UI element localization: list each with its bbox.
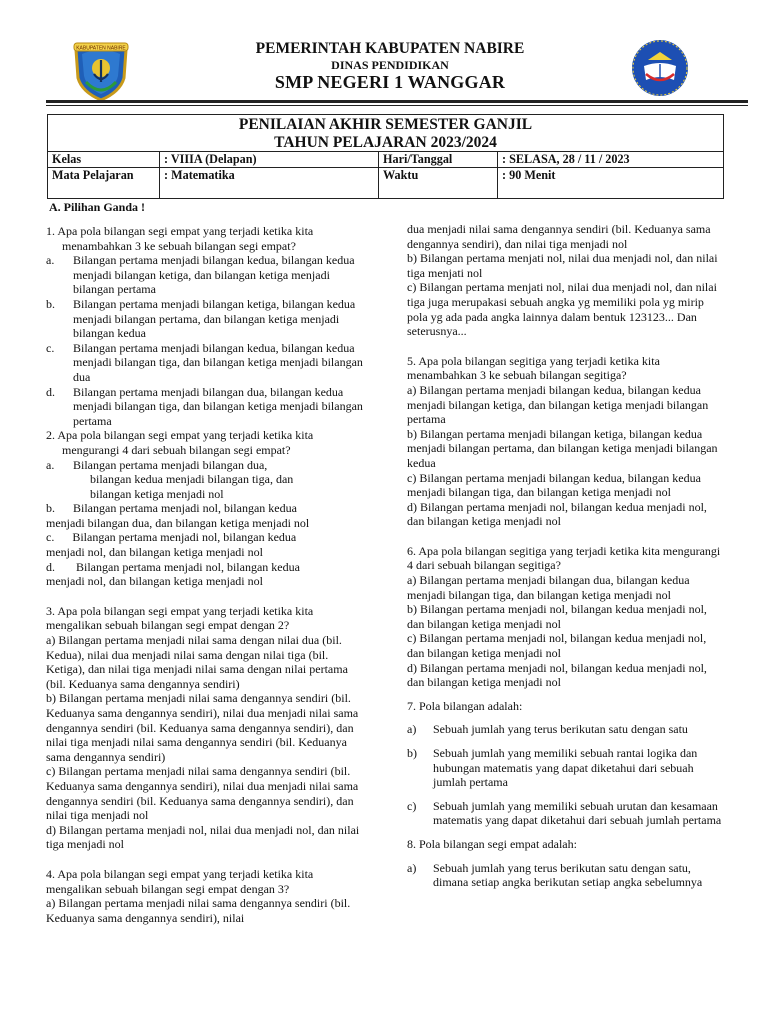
option-3a[interactable]: a) Bilangan pertama menjadi nilai sama dengan nilai dua (bil. Kedua), nilai dua menjadi nilai sama dengan nilai tiga (bil. Ketiga), dan nilai tiga menjadi nilai sama dengan nilai pertama (bil. Keduanya sama dengannya sendiri) xyxy=(46,633,348,691)
section-heading: A. Pilihan Ganda ! xyxy=(49,200,146,214)
tut-wuri-handayani-logo xyxy=(630,38,690,98)
option-1b[interactable]: b. Bilangan pertama menjadi bilangan ketiga, bilangan kedua menjadi bilangan pertama, dan bilangan ketiga menjadi bilangan kedua xyxy=(46,296,356,341)
option-4a-cont: dua menjadi nilai sama dengannya sendiri (bil. Keduanya sama dengannya sendiri), dan nilai tiga menjadi nol xyxy=(407,222,711,251)
header-row xyxy=(48,151,723,167)
option-2a[interactable]: a. Bilangan pertama menjadi bilangan dua, xyxy=(46,457,268,472)
option-2d[interactable]: d. Bilangan pertama menjadi nol, bilangan kedua xyxy=(46,559,300,574)
option-5c[interactable]: c) Bilangan pertama menjadi bilangan kedua, bilangan kedua menjadi bilangan tiga, dan bilangan ketiga menjadi nol xyxy=(407,470,701,500)
option-1c[interactable]: c. Bilangan pertama menjadi bilangan kedua, bilangan kedua menjadi bilangan tiga, dan bilangan ketiga menjadi bilangan dua xyxy=(46,340,363,384)
left-column xyxy=(46,224,368,925)
option-3b[interactable]: b) Bilangan pertama menjadi nilai sama dengannya sendiri (bil. Keduanya sama dengannya sendiri), nilai dua menjadi nilai sama dengannya sendiri (bil. Keduanya sama dengannya sendiri), dan nilai tiga menjadi nilai sama dengannya sendiri (bil. Keduanya sama dengannya sendiri) xyxy=(46,691,359,764)
kabupaten-nabire-logo xyxy=(70,38,132,102)
option-7c[interactable]: c) Sebuah jumlah yang memiliki sebuah urutan dan kesamaan matematis yang dapat diketahui dari sebuah jumlah pertama xyxy=(407,798,722,828)
right-column xyxy=(407,222,725,890)
question-1-cont: menambahkan 3 ke sebuah bilangan segi empat? xyxy=(62,238,296,253)
label-waktu: Waktu xyxy=(379,168,498,198)
option-2c-cont: menjadi nol, dan bilangan ketiga menjadi nol xyxy=(46,545,263,560)
value-mata-pelajaran: : Matematika xyxy=(160,168,379,198)
kop-dinas: DINAS PENDIDIKAN xyxy=(331,58,449,72)
option-3d[interactable]: d) Bilangan pertama menjadi nol, nilai dua menjadi nol, dan nilai tiga menjadi nol xyxy=(46,822,360,852)
option-5a[interactable]: a) Bilangan pertama menjadi bilangan kedua, bilangan kedua menjadi bilangan ketiga, dan bilangan ketiga menjadi bilangan pertama xyxy=(407,382,709,427)
option-4b[interactable]: b) Bilangan pertama menjati nol, nilai dua menjadi nol, dan nilai tiga menjati nol xyxy=(407,251,718,280)
question-5: 5. Apa pola bilangan segitiga yang terjadi ketika kita menambahkan 3 ke sebuah bilangan segitiga? xyxy=(407,353,660,383)
option-6b[interactable]: b) Bilangan pertama menjadi nol, bilangan kedua menjadi nol, dan bilangan ketiga menjadi nol xyxy=(407,602,707,631)
option-7b[interactable]: b) Sebuah jumlah yang memiliki sebuah rantai logika dan hubungan matematis yang dapat diketahui dari sebuah jumlah pertama xyxy=(407,746,698,790)
option-6c[interactable]: c) Bilangan pertama menjadi nol, bilangan kedua menjadi nol, dan bilangan ketiga menjadi nol xyxy=(407,631,707,661)
option-4a[interactable]: a) Bilangan pertama menjadi nilai sama dengannya sendiri (bil. Keduanya sama dengannya sendiri), nilai xyxy=(46,896,351,925)
option-2a-line3: bilangan ketiga menjadi nol xyxy=(90,486,224,501)
option-2c[interactable]: c. Bilangan pertama menjadi nol, bilangan kedua xyxy=(46,530,297,545)
logo-banner-text: KABUPATEN NABIRE xyxy=(76,45,126,52)
option-2b[interactable]: b. Bilangan pertama menjadi nol, bilangan kedua xyxy=(46,501,297,516)
header-row xyxy=(48,167,723,198)
question-7: 7. Pola bilangan adalah: xyxy=(407,698,523,713)
option-6d[interactable]: d) Bilangan pertama menjadi nol, bilangan kedua menjadi nol, dan bilangan ketiga menjadi nol xyxy=(407,660,707,690)
option-2b-cont: menjadi bilangan dua, dan bilangan ketiga menjadi nol xyxy=(46,515,310,530)
exam-title: PENILAIAN AKHIR SEMESTER GANJIL xyxy=(238,116,533,133)
option-5b[interactable]: b) Bilangan pertama menjadi bilangan ketiga, bilangan kedua menjadi bilangan pertama, dan bilangan ketiga menjadi bilangan kedua xyxy=(407,426,718,470)
kop-divider-thin xyxy=(46,105,748,106)
question-2: 2. Apa pola bilangan segi empat yang terjadi ketika kita xyxy=(46,428,314,443)
exam-header-table xyxy=(47,114,724,199)
value-hari-tanggal: : SELASA, 28 / 11 / 2023 xyxy=(502,152,630,166)
label-kelas: Kelas xyxy=(48,152,160,167)
value-waktu: : 90 Menit xyxy=(502,168,556,182)
label-hari-tanggal: Hari/Tanggal xyxy=(379,152,498,167)
label-mata-pelajaran: Mata Pelajaran xyxy=(48,168,160,198)
kop-divider-thick xyxy=(46,100,748,103)
option-8a[interactable]: a) Sebuah jumlah yang terus berikutan satu dengan satu, dimana setiap angka berikutan setiap angka sebelumnya xyxy=(407,860,703,890)
kop-pemerintah: PEMERINTAH KABUPATEN NABIRE xyxy=(255,40,525,57)
option-2a-line2: bilangan kedua menjadi bilangan tiga, dan xyxy=(90,472,294,487)
option-2d-cont: menjadi nol, dan bilangan ketiga menjadi nol xyxy=(46,574,263,589)
option-4c[interactable]: c) Bilangan pertama menjati nol, nilai dua menjadi nol, dan nilai tiga juga merupakasi sebuah angka yg memiliki pola yg mirip pola yg ada pada angka lainnya dalam bentuk 123123... Dan seterusnya... xyxy=(407,280,717,339)
question-6: 6. Apa pola bilangan segitiga yang terjadi ketika kita mengurangi 4 dari sebuah bilangan segitiga? xyxy=(407,543,721,573)
question-2-cont: mengurangi 4 dari sebuah bilangan segi empat? xyxy=(62,442,291,457)
question-8: 8. Pola bilangan segi empat adalah: xyxy=(407,836,577,851)
option-6a[interactable]: a) Bilangan pertama menjadi bilangan dua, bilangan kedua menjadi bilangan tiga, dan bilangan ketiga menjadi nol xyxy=(407,573,690,602)
option-7a[interactable]: a) Sebuah jumlah yang terus berikutan satu dengan satu xyxy=(407,722,688,737)
option-3c[interactable]: c) Bilangan pertama menjadi nilai sama dengannya sendiri (bil. Keduanya sama dengannya sendiri), nilai dua menjadi nilai sama dengannya sendiri (bil. Keduanya sama dengannya sendiri), dan nilai tiga menjadi nol xyxy=(46,764,359,823)
option-1d[interactable]: d. Bilangan pertama menjadi bilangan dua, bilangan kedua menjadi bilangan tiga, dan bilangan ketiga menjadi bilangan pertama xyxy=(46,384,363,428)
option-1a[interactable]: a. Bilangan pertama menjadi bilangan kedua, bilangan kedua menjadi bilangan ketiga, dan bilangan ketiga menjadi bilangan pertama xyxy=(46,253,355,297)
kop-sekolah: SMP NEGERI 1 WANGGAR xyxy=(274,72,506,92)
value-kelas: : VIIIA (Delapan) xyxy=(160,152,379,167)
question-1: 1. Apa pola bilangan segi empat yang terjadi ketika kita xyxy=(46,224,314,238)
question-4: 4. Apa pola bilangan segi empat yang terjadi ketika kita mengalikan sebuah bilangan segi empat dengan 3? xyxy=(46,866,314,896)
exam-year: TAHUN PELAJARAN 2023/2024 xyxy=(274,134,497,151)
option-5d[interactable]: d) Bilangan pertama menjadi nol, bilangan kedua menjadi nol, dan bilangan ketiga menjadi nol xyxy=(407,499,707,529)
question-3: 3. Apa pola bilangan segi empat yang terjadi ketika kita mengalikan sebuah bilangan segi empat dengan 2? xyxy=(46,603,314,633)
